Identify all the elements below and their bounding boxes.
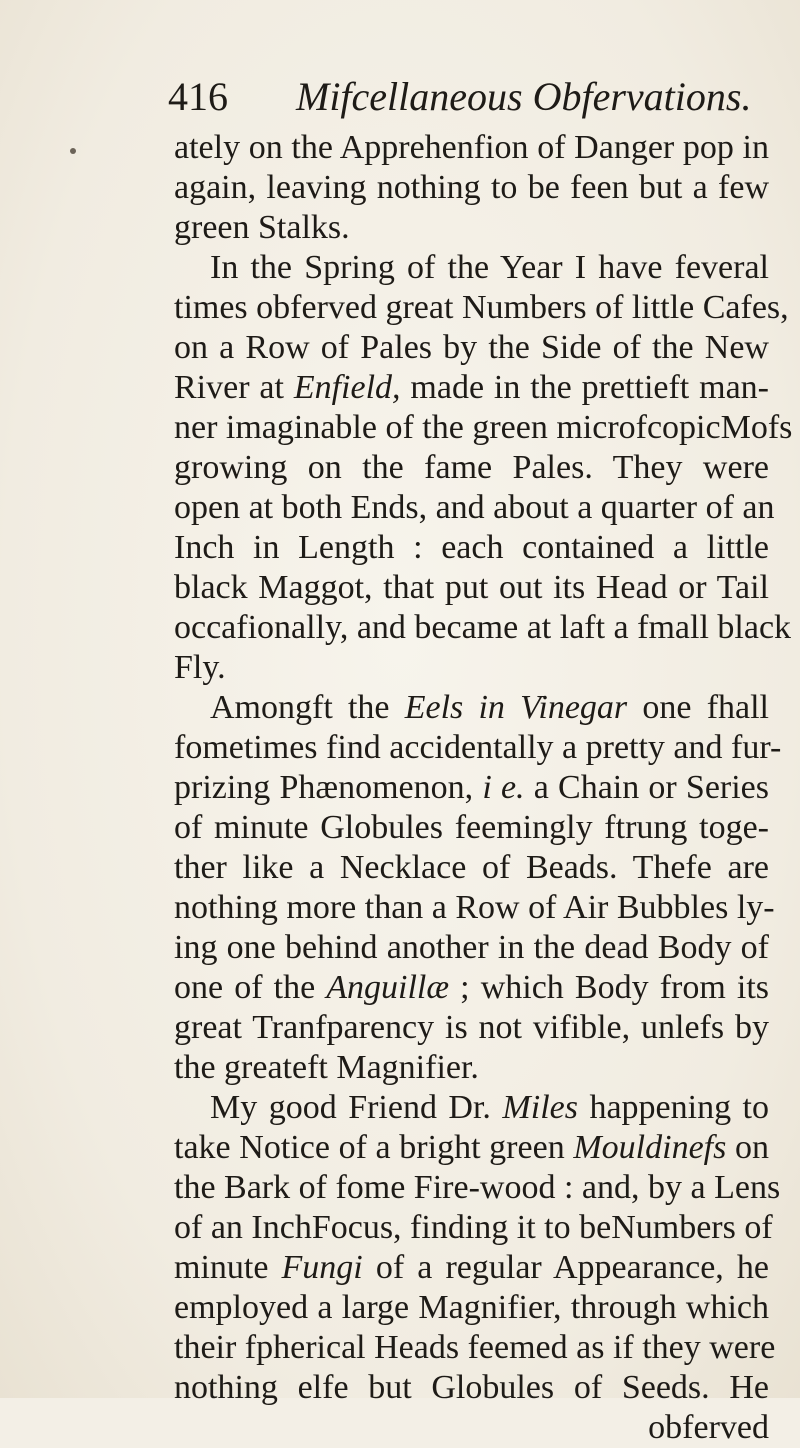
italic-name: Miles [502, 1089, 578, 1126]
margin-dot [70, 148, 76, 154]
text-line: employed a large Magnifier, through which [174, 1289, 769, 1326]
text-line: ately on the Apprehenfion of Danger pop in [174, 129, 769, 166]
text-line: nothing more than a Row of Air Bubbles ly- [174, 889, 775, 926]
text-line: black Maggot, that put out its Head or Tail [174, 569, 769, 606]
text-line: My good Friend Dr. Miles happening to [210, 1089, 770, 1126]
text-line: the greateft Magnifier. [174, 1049, 479, 1086]
text-line: Fly. [174, 649, 226, 686]
text-line: great Tranfparency is not vifible, unlefs by [174, 1009, 769, 1046]
italic-phrase: Eels in Vinegar [404, 689, 628, 726]
text-line: on a Row of Pales by the Side of the New [174, 329, 769, 366]
text-line: green Stalks. [174, 209, 350, 246]
text-line: one of the Anguillæ ; which Body from its [174, 969, 770, 1006]
text-line: of minute Globules feemingly ftrung toge- [174, 809, 769, 846]
italic-term: Anguillæ [326, 969, 450, 1006]
text-line: nothing elfe but Globules of Seeds. He [174, 1369, 769, 1406]
text-line: In the Spring of the Year I have feveral [210, 249, 769, 286]
italic-abbrev: i e. [482, 769, 525, 806]
text-line: ing one behind another in the dead Body of [174, 929, 769, 966]
text-line: ther like a Necklace of Beads. Thefe are [174, 849, 769, 886]
text-line: fometimes find accidentally a pretty and fur- [174, 729, 782, 766]
text-line: occafionally, and became at laft a fmall black [174, 609, 792, 646]
catchword: obferved [648, 1409, 769, 1446]
text-line: the Bark of fome Fire-wood : and, by a Lens [174, 1169, 781, 1206]
text-line: prizing Phænomenon, i e. a Chain or Series [174, 769, 770, 806]
text-line: take Notice of a bright green Mouldinefs on [174, 1129, 770, 1166]
italic-term: Fungi [281, 1249, 363, 1286]
text-line: of an InchFocus, finding it to beNumbers of [174, 1209, 773, 1246]
text-line: times obferved great Numbers of little Cafes, [174, 289, 789, 326]
text-line: River at Enfield, made in the prettieft man- [174, 369, 769, 406]
text-line: open at both Ends, and about a quarter of an [174, 489, 775, 526]
running-title: Mifcellaneous Obfervations. [296, 74, 752, 119]
italic-term: Mouldinefs [573, 1129, 727, 1166]
page-number: 416 [168, 74, 228, 119]
page-header [168, 72, 768, 122]
text-line: their fpherical Heads feemed as if they were [174, 1329, 776, 1366]
text-line: minute Fungi of a regular Appearance, he [174, 1249, 769, 1286]
text-line: Amongft the Eels in Vinegar one fhall [210, 689, 770, 726]
italic-place: Enfield, [293, 369, 401, 406]
text-line: Inch in Length : each contained a little [174, 529, 769, 566]
text-line: growing on the fame Pales. They were [174, 449, 769, 486]
text-line: ner imaginable of the green microfcopicMofs [174, 409, 793, 446]
text-line: again, leaving nothing to be feen but a few [174, 169, 769, 206]
